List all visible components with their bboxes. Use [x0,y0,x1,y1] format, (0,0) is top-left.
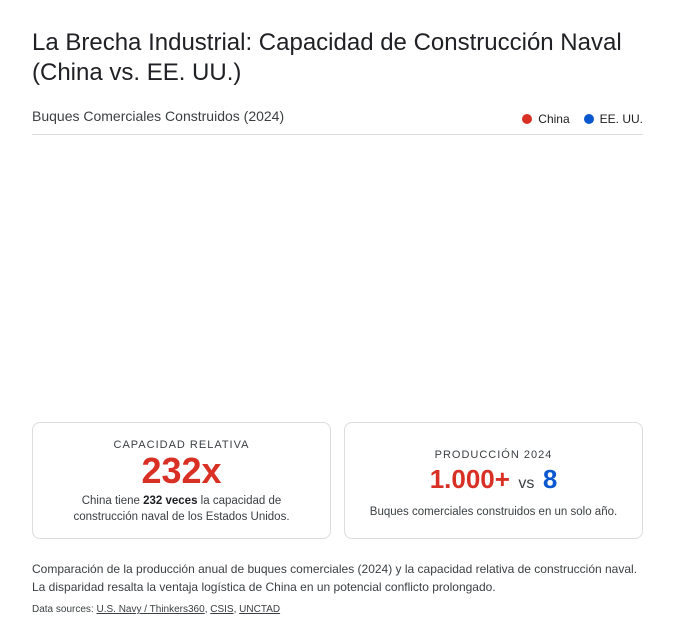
source-link-unctad[interactable]: UNCTAD [239,604,281,615]
legend-dot-china [522,114,532,124]
production-metric [345,461,642,502]
source-link-csis[interactable]: CSIS [210,604,234,615]
relative-desc-pre: China tiene [81,495,144,507]
chart-title: Buques Comerciales Construidos (2024) [32,108,285,124]
page-title: La Brecha Industrial: Capacidad de Construcción Naval (China vs. EE. UU.) [32,29,622,86]
production-usa-value: 8 [542,464,558,494]
production-card [344,422,643,539]
legend-dot-usa [584,114,594,124]
chart-legend [508,112,643,126]
legend-item-china[interactable] [522,112,569,126]
production-desc: Buques comerciales construidos en un solo año. [369,506,618,518]
data-sources [32,604,280,615]
relative-desc-bold: 232 veces [143,495,198,507]
sources-prefix: Data sources: [32,604,97,615]
relative-capacity-value: 232x [141,450,222,491]
production-label: PRODUCCIÓN 2024 [434,449,553,461]
sources-sep-2: , [233,604,240,615]
production-china-value: 1.000+ [429,464,510,494]
chart-header [32,108,643,135]
sources-sep-1: , [204,604,211,615]
legend-label-china: China [538,112,570,126]
chart-plot-area [32,136,643,406]
legend-label-usa: EE. UU. [599,112,643,126]
relative-capacity-card [32,422,331,539]
production-vs: vs [518,475,535,492]
legend-item-usa[interactable] [584,112,643,126]
relative-desc-post: la capacidad de construcción naval de los Estados Unidos. [73,495,290,523]
relative-capacity-label: CAPACIDAD RELATIVA [113,439,250,451]
relative-capacity-desc [33,493,330,525]
source-link-navy[interactable]: U.S. Navy / Thinkers360 [96,604,205,615]
footnote: Comparación de la producción anual de buques comerciales (2024) y la capacidad relativa de construcción naval. La disparidad resalta la ventaja logística de China en un potencial conflicto prolongado. [32,562,638,594]
